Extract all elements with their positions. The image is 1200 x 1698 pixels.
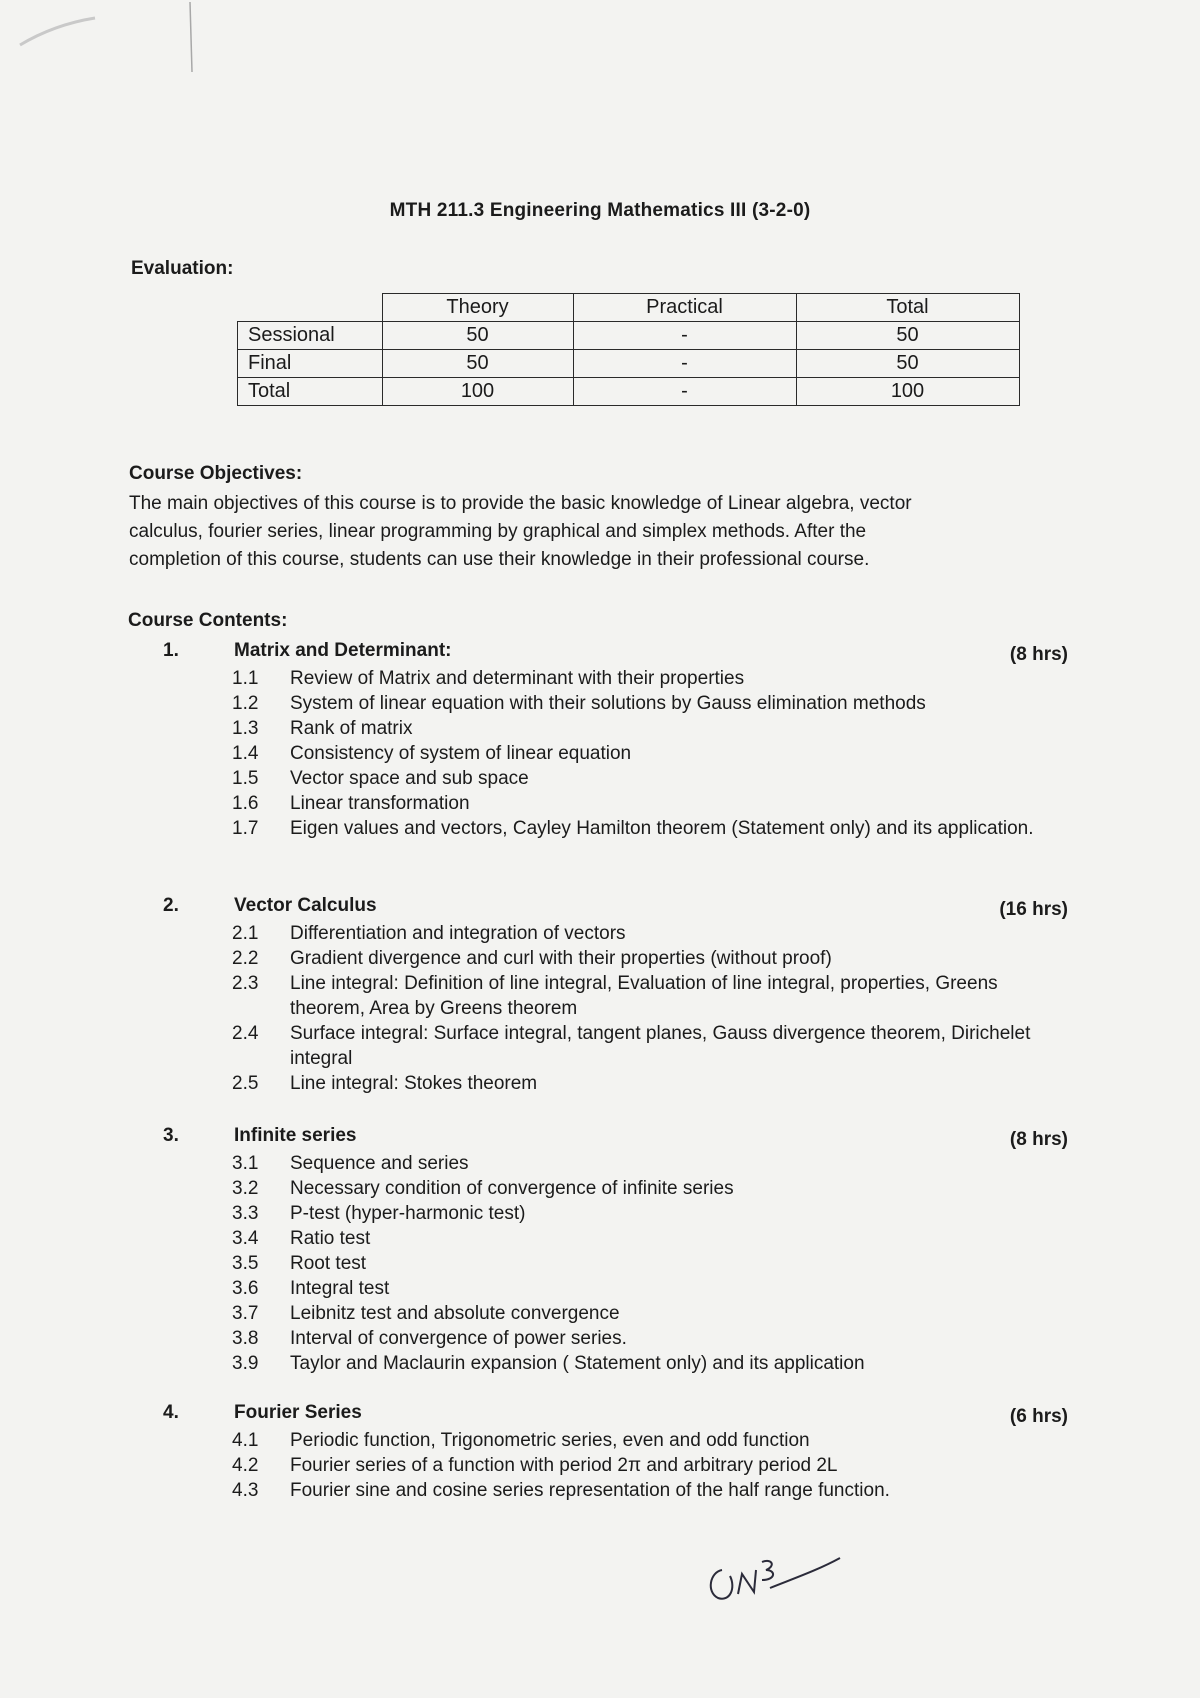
unit-title: Matrix and Determinant:	[234, 640, 452, 661]
unit-hours: (8 hrs)	[1009, 644, 1068, 665]
handwritten-signature-icon	[700, 1548, 850, 1608]
list-item	[232, 741, 1062, 766]
practical-cell: -	[573, 378, 796, 406]
practical-cell: -	[573, 322, 796, 350]
theory-cell: 50	[382, 322, 573, 350]
topic-text: Vector space and sub space	[290, 768, 529, 789]
topic-number: 4.1	[232, 1430, 259, 1451]
list-item	[232, 921, 1062, 946]
practical-cell: -	[573, 350, 796, 378]
topic-text: Consistency of system of linear equation	[290, 743, 632, 764]
total-cell: 50	[796, 350, 1019, 378]
topic-text: Linear transformation	[290, 793, 470, 814]
column-header-total: Total	[796, 294, 1019, 322]
table-header-row	[238, 294, 1020, 322]
objectives-line: calculus, fourier series, linear programming by graphical and simplex methods. After the	[129, 521, 867, 542]
topic-text: Leibnitz test and absolute convergence	[290, 1303, 620, 1324]
topic-number: 3.6	[232, 1278, 259, 1299]
evaluation-heading: Evaluation:	[131, 258, 234, 279]
column-header-practical: Practical	[573, 294, 796, 322]
list-item	[232, 1071, 1062, 1096]
topic-list	[232, 921, 1062, 1096]
contents-heading: Course Contents:	[128, 610, 288, 631]
topic-text: Differentiation and integration of vectors	[290, 923, 626, 944]
list-item	[232, 1021, 1062, 1071]
topic-text: Fourier sine and cosine series representation of the half range function.	[290, 1480, 890, 1501]
list-item	[232, 766, 1062, 791]
topic-number: 2.1	[232, 923, 259, 944]
topic-number: 2.3	[232, 973, 259, 994]
total-cell: 50	[796, 322, 1019, 350]
list-item	[232, 1453, 1062, 1478]
unit-number: 1.	[163, 640, 179, 661]
list-item	[232, 716, 1062, 741]
topic-text: Rank of matrix	[290, 718, 413, 739]
topic-text: Surface integral: Surface integral, tangent planes, Gauss divergence theorem, Dirichelet integral	[290, 1023, 1031, 1069]
topic-text: P-test (hyper-harmonic test)	[290, 1203, 526, 1224]
unit-number: 2.	[163, 895, 179, 916]
topic-number: 1.4	[232, 743, 259, 764]
list-item	[232, 1201, 1062, 1226]
topic-number: 3.8	[232, 1328, 259, 1349]
topic-text: Interval of convergence of power series.	[290, 1328, 627, 1349]
unit-title: Fourier Series	[234, 1402, 362, 1423]
list-item	[232, 946, 1062, 971]
list-item	[232, 1301, 1062, 1326]
topic-list	[232, 666, 1062, 841]
table-corner-cell	[238, 294, 383, 322]
scan-smudge-icon	[0, 0, 220, 80]
row-label: Final	[238, 350, 383, 378]
list-item	[232, 971, 1062, 1021]
topic-number: 1.5	[232, 768, 259, 789]
list-item	[232, 1176, 1062, 1201]
objectives-line: completion of this course, students can use their knowledge in their professional course.	[129, 549, 870, 570]
topic-number: 2.4	[232, 1023, 259, 1044]
unit-hours: (8 hrs)	[1009, 1129, 1068, 1150]
table-row	[238, 322, 1020, 350]
list-item	[232, 666, 1062, 691]
topic-number: 3.4	[232, 1228, 259, 1249]
topic-number: 4.2	[232, 1455, 259, 1476]
list-item	[232, 1351, 1062, 1376]
topic-number: 3.7	[232, 1303, 259, 1324]
topic-text: Necessary condition of convergence of infinite series	[290, 1178, 734, 1199]
list-item	[232, 1478, 1062, 1503]
row-label: Sessional	[238, 322, 383, 350]
topic-number: 3.2	[232, 1178, 259, 1199]
column-header-theory: Theory	[382, 294, 573, 322]
topic-text: Fourier series of a function with period 2π and arbitrary period 2L	[290, 1455, 838, 1476]
topic-number: 1.3	[232, 718, 259, 739]
topic-number: 3.1	[232, 1153, 259, 1174]
objectives-paragraph	[129, 490, 1071, 574]
topic-list	[232, 1151, 1062, 1376]
topic-number: 3.9	[232, 1353, 259, 1374]
topic-number: 1.2	[232, 693, 259, 714]
row-label: Total	[238, 378, 383, 406]
list-item	[232, 791, 1062, 816]
list-item	[232, 1326, 1062, 1351]
table-row	[238, 350, 1020, 378]
list-item	[232, 1226, 1062, 1251]
topic-text: Gradient divergence and curl with their properties (without proof)	[290, 948, 832, 969]
topic-number: 1.7	[232, 818, 259, 839]
theory-cell: 50	[382, 350, 573, 378]
topic-text: Review of Matrix and determinant with their properties	[290, 668, 745, 689]
unit-title: Infinite series	[234, 1125, 357, 1146]
table-row	[238, 378, 1020, 406]
topic-text: Ratio test	[290, 1228, 371, 1249]
list-item	[232, 691, 1062, 716]
topic-text: Root test	[290, 1253, 367, 1274]
topic-text: Sequence and series	[290, 1153, 469, 1174]
topic-text: Line integral: Stokes theorem	[290, 1073, 538, 1094]
list-item	[232, 1428, 1062, 1453]
unit-number: 4.	[163, 1402, 179, 1423]
objectives-line: The main objectives of this course is to provide the basic knowledge of Linear algebra, vector	[129, 493, 912, 514]
topic-text: Periodic function, Trigonometric series, even and odd function	[290, 1430, 810, 1451]
list-item	[232, 1251, 1062, 1276]
topic-text: Eigen values and vectors, Cayley Hamilton theorem (Statement only) and its application.	[290, 818, 1034, 839]
list-item	[232, 1276, 1062, 1301]
topic-list	[232, 1428, 1062, 1503]
list-item	[232, 1151, 1062, 1176]
total-cell: 100	[796, 378, 1019, 406]
topic-text: Line integral: Definition of line integral, Evaluation of line integral, properties, Greens theorem, Area by Greens theorem	[290, 973, 998, 1019]
topic-number: 2.5	[232, 1073, 259, 1094]
topic-number: 4.3	[232, 1480, 259, 1501]
topic-number: 3.3	[232, 1203, 259, 1224]
theory-cell: 100	[382, 378, 573, 406]
unit-title: Vector Calculus	[234, 895, 377, 916]
unit-hours: (6 hrs)	[1009, 1406, 1068, 1427]
course-title: MTH 211.3 Engineering Mathematics III (3-2-0)	[389, 200, 811, 221]
unit-hours: (16 hrs)	[999, 899, 1068, 920]
topic-number: 3.5	[232, 1253, 259, 1274]
evaluation-table	[237, 293, 1020, 406]
topic-text: System of linear equation with their solutions by Gauss elimination methods	[290, 693, 926, 714]
objectives-heading: Course Objectives:	[129, 463, 303, 484]
unit-number: 3.	[163, 1125, 179, 1146]
topic-text: Integral test	[290, 1278, 390, 1299]
topic-number: 2.2	[232, 948, 259, 969]
topic-text: Taylor and Maclaurin expansion ( Statement only) and its application	[290, 1353, 865, 1374]
topic-number: 1.1	[232, 668, 259, 689]
topic-number: 1.6	[232, 793, 259, 814]
list-item	[232, 816, 1062, 841]
